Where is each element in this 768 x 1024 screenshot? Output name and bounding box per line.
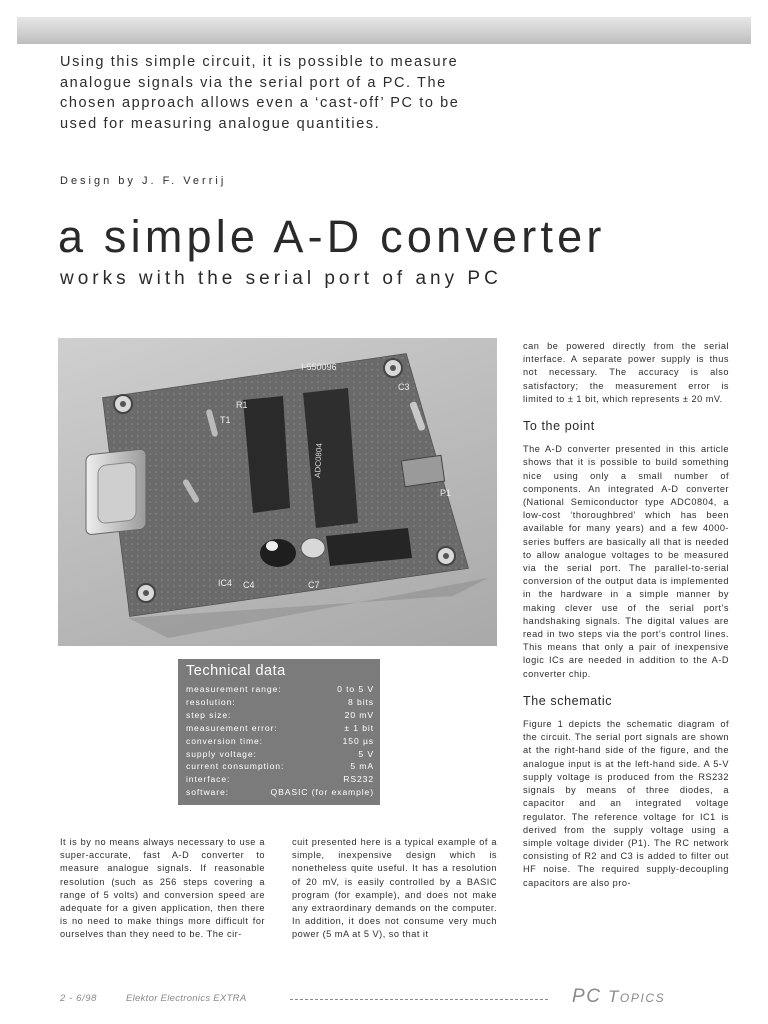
page-number: 2 - 6/98 [60, 993, 98, 1004]
tech-label: software: [186, 787, 229, 798]
tech-value: ± 1 bit [344, 722, 374, 733]
technical-data-box [178, 659, 380, 805]
tech-value: RS232 [343, 774, 374, 785]
paragraph: can be powered directly from the serial interface. A separate power supply is thus not necessary. The accuracy is also satisfactory; the measurement error is limited to ± 1 bit, which represents ± 20 mV. [523, 341, 729, 404]
section-heading-to-the-point: To the point [523, 419, 595, 434]
section-topics: Topics [607, 987, 666, 1006]
tech-label: conversion time: [186, 735, 263, 746]
tech-row [186, 786, 374, 799]
technical-data-rows [186, 683, 374, 799]
label-r1: R1 [236, 400, 248, 410]
paragraph: The A-D converter presented in this article shows that it is possible to build something nice using only a small number of components. An integrated A-D converter (National Semiconductor type ADC0804, a low-cost ‘thoroughbred’ which has been available for many years) and a few 4000-series buffers are basically all that is needed to allow analogue voltages to be measured via the serial port. The parallel-to-serial conversion of the output data is implemented in the hardware in a simple manner by making clever use of the serial port’s handshaking signals. The digital values are read in two steps via the port’s control lines. This means that only a pair of inexpensive logic ICs are needed in addition to the A-D converter chip. [523, 444, 729, 679]
technical-data-title: Technical data [186, 663, 286, 679]
body-column-1 [60, 836, 265, 942]
tech-value: 8 bits [348, 696, 374, 707]
tech-value: QBASIC (for example) [270, 787, 374, 798]
tech-label: interface: [186, 774, 231, 785]
tech-row [186, 748, 374, 761]
tech-row [186, 735, 374, 748]
tech-value: 20 mV [344, 709, 374, 720]
tech-value: 5 mA [350, 761, 374, 772]
tech-row [186, 722, 374, 735]
tech-row [186, 696, 374, 709]
footer-divider [290, 999, 548, 1000]
tech-value: 5 V [358, 748, 374, 759]
tech-label: step size: [186, 709, 232, 720]
section-pc: PC [572, 986, 602, 1007]
tech-row [186, 760, 374, 773]
intro-text: Using this simple circuit, it is possible to measure analogue signals via the serial port of a PC. The chosen approach allows even a ‘cast-off’ PC to be used for measuring analogue quantities. [60, 54, 460, 132]
tech-label: resolution: [186, 696, 236, 707]
tech-label: supply voltage: [186, 748, 257, 759]
byline: Design by J. F. Verrij [60, 175, 227, 187]
label-ic4: IC4 [218, 578, 233, 588]
label-c7: C7 [308, 580, 320, 590]
tech-row [186, 709, 374, 722]
article-subtitle: works with the serial port of any PC [60, 268, 502, 289]
header-bar [17, 17, 751, 44]
article-title: a simple A-D converter [58, 211, 606, 262]
label-p1: P1 [440, 488, 452, 498]
body-column-3 [523, 340, 729, 890]
label-c3: C3 [398, 382, 410, 392]
magazine-name: Elektor Electronics EXTRA [126, 993, 247, 1004]
tech-value: 150 µs [342, 735, 374, 746]
label-t1: T1 [220, 415, 231, 425]
paragraph: cuit presented here is a typical example of a simple, inexpensive design which is nonetheless quite useful. It has a resolution of 20 mV, is easily controlled by a BASIC program (for example), and does not make any extraordinary demands on the computer. In addition, it does not consume very much power (5 mA at 5 V), so that it [292, 837, 497, 940]
pcb-illustration [58, 338, 497, 646]
section-heading-schematic: The schematic [523, 693, 613, 708]
tech-value: 0 to 5 V [337, 684, 374, 694]
label-c4: C4 [243, 580, 255, 590]
paragraph: It is by no means always necessary to use a super-accurate, fast A-D converter to measure analogue signals. If reasonable resolution (such as 256 steps covering a range of 5 volts) and conversion speed are adequate for a given application, then there is no need to make things more difficult for ourselves than they need to be. The cir- [60, 837, 265, 940]
pcb-code-label: I-550096 [301, 362, 337, 372]
tech-label: current consumption: [186, 761, 285, 772]
section-name [572, 986, 665, 1008]
tech-row [186, 773, 374, 786]
tech-label: measurement error: [186, 722, 278, 733]
chip-label: ADC0804 [313, 442, 324, 479]
tech-label: measurement range: [186, 684, 282, 694]
body-column-2 [292, 836, 497, 942]
circuit-board-photo [58, 338, 497, 646]
paragraph: Figure 1 depicts the schematic diagram of the circuit. The serial port signals are shown at the right-hand side of the figure, and the analogue input is at the left-hand side. A 5-V supply voltage is produced from the RS232 signals by means of three diodes, a capacitor and an integrated voltage regulator. The reference voltage for IC1 is derived from the supply voltage using a simple voltage divider (P1). The RC network consisting of R2 and C3 is added to filter out HF noise. The required supply-decoupling capacitors are also pro- [523, 719, 729, 888]
tech-row [186, 683, 374, 696]
